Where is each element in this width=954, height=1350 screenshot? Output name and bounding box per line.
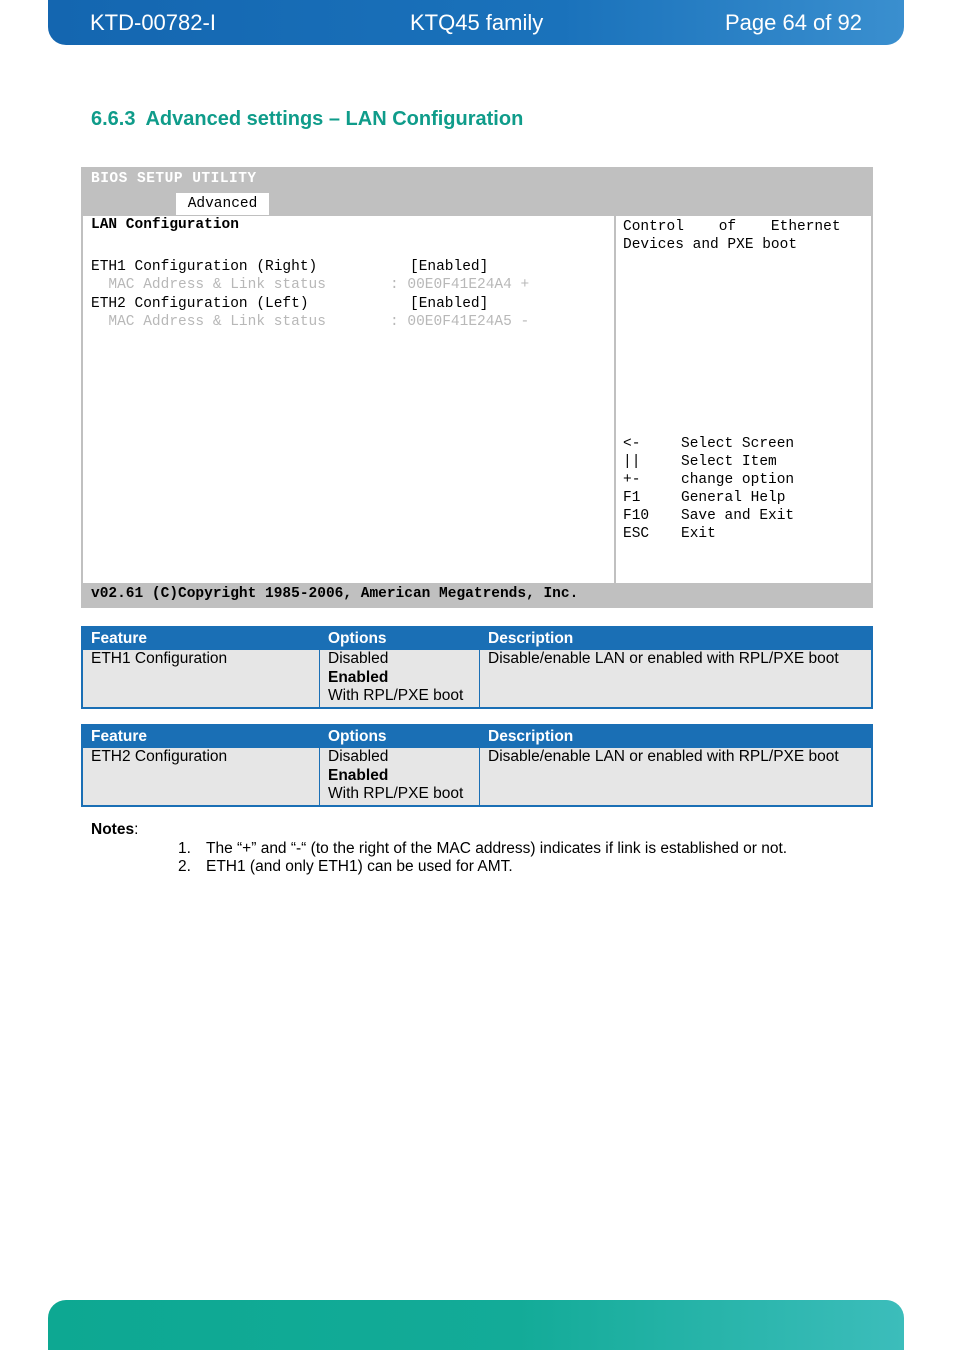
- key-name: ESC: [623, 526, 650, 542]
- bios-screenshot: [81, 167, 873, 608]
- header-feature: Feature: [82, 627, 320, 650]
- bios-heading: LAN Configuration: [91, 217, 239, 233]
- eth1-mac-label: MAC Address & Link status: [91, 277, 326, 293]
- key-action: Save and Exit: [681, 508, 795, 524]
- page-header: [48, 0, 904, 45]
- eth2-config-label[interactable]: ETH2 Configuration (Left): [91, 296, 309, 312]
- section-title: Advanced settings – LAN Configuration: [145, 108, 524, 130]
- header-options: Options: [320, 627, 480, 650]
- note-number: 2.: [178, 858, 191, 875]
- eth2-mac-label: MAC Address & Link status: [91, 314, 326, 330]
- description-cell: Disable/enable LAN or enabled with RPL/PXE boot: [480, 748, 873, 806]
- table-row: [82, 748, 872, 806]
- option-enabled: Enabled: [328, 668, 389, 686]
- options-cell: [320, 650, 480, 708]
- key-name: F10: [623, 508, 650, 524]
- help-line: Control of Ethernet: [623, 219, 841, 235]
- doc-id: KTD-00782-I: [90, 10, 216, 35]
- key-action: Select Item: [681, 454, 777, 470]
- options-cell: [320, 748, 480, 806]
- key-name: ||: [623, 454, 641, 470]
- key-action: Select Screen: [681, 436, 795, 452]
- header-description: Description: [480, 725, 873, 748]
- section-heading: [91, 108, 523, 131]
- eth2-config-value[interactable]: [Enabled]: [410, 296, 489, 312]
- key-action: General Help: [681, 490, 786, 506]
- key-name: <-: [623, 436, 641, 452]
- bios-settings-panel: [83, 216, 614, 583]
- option-disabled: Disabled: [328, 650, 389, 667]
- bios-copyright: v02.61 (C)Copyright 1985-2006, American Megatrends, Inc.: [91, 586, 579, 602]
- page-number: Page 64 of 92: [724, 10, 862, 35]
- product-family: KTQ45 family: [410, 10, 544, 35]
- option-enabled: Enabled: [328, 766, 389, 784]
- notes-label: Notes: [91, 821, 135, 838]
- page-footer-bar: [48, 1300, 904, 1350]
- eth1-config-label[interactable]: ETH1 Configuration (Right): [91, 259, 318, 275]
- eth1-config-value[interactable]: [Enabled]: [410, 259, 489, 275]
- note-number: 1.: [178, 840, 191, 857]
- key-action: Exit: [681, 526, 716, 542]
- section-number: 6.6.3: [91, 108, 136, 130]
- note-text: The “+” and “-“ (to the right of the MAC address) indicates if link is established or not.: [206, 840, 788, 857]
- table-row: [82, 650, 872, 708]
- description-cell: Disable/enable LAN or enabled with RPL/PXE boot: [480, 650, 873, 708]
- feature-cell: ETH1 Configuration: [82, 650, 320, 708]
- tab-advanced[interactable]: Advanced: [176, 193, 269, 215]
- option-rpl-pxe: With RPL/PXE boot: [328, 785, 464, 802]
- option-rpl-pxe: With RPL/PXE boot: [328, 687, 464, 704]
- note-text: ETH1 (and only ETH1) can be used for AMT.: [206, 858, 513, 875]
- bios-help-panel: [616, 216, 871, 583]
- eth1-options-table: [81, 626, 873, 709]
- option-disabled: Disabled: [328, 748, 389, 765]
- key-action: change option: [681, 472, 795, 488]
- header-description: Description: [480, 627, 873, 650]
- key-name: F1: [623, 490, 641, 506]
- notes-heading: Notes:: [91, 821, 139, 838]
- eth1-mac-value: : 00E0F41E24A4 +: [390, 277, 530, 293]
- header-feature: Feature: [82, 725, 320, 748]
- bios-title: BIOS SETUP UTILITY: [91, 171, 257, 187]
- help-line: Devices and PXE boot: [623, 237, 798, 253]
- key-name: +-: [623, 472, 641, 488]
- eth2-mac-value: : 00E0F41E24A5 -: [390, 314, 530, 330]
- feature-cell: ETH2 Configuration: [82, 748, 320, 806]
- eth2-options-table: [81, 724, 873, 807]
- header-options: Options: [320, 725, 480, 748]
